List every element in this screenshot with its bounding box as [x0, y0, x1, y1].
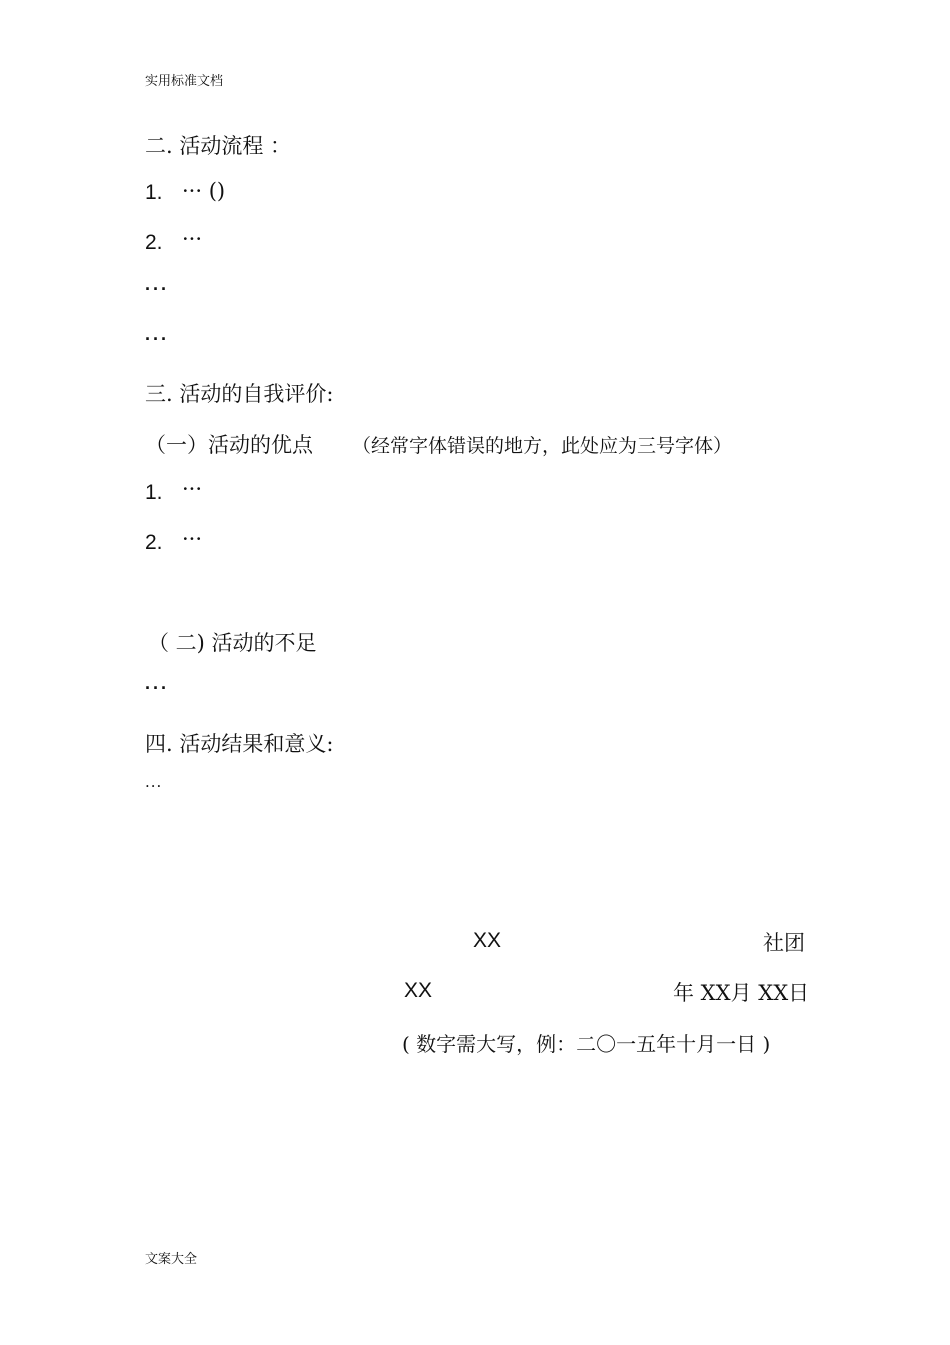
signature-date: 年 XX月 XX日 [673, 981, 810, 1005]
section-3-sub-2-title: （ 二) 活动的不足 [148, 631, 317, 655]
signature-date-prefix: XX [404, 979, 433, 1002]
section-2-title: 二. 活动流程 ： [145, 134, 292, 158]
section-2-item-2-text: ··· [182, 227, 203, 251]
signature-org-suffix: 社团 [763, 931, 805, 955]
page-header: 实用标准文档 [145, 74, 224, 89]
section-3-sub-1-title: （一）活动的优点 [145, 433, 313, 457]
section-4-title: 四. 活动结果和意义: [145, 732, 334, 756]
section-3-sub-2-ellipsis: ··· [145, 678, 169, 698]
section-2-ellipsis-1: ··· [145, 279, 169, 299]
signature-org-prefix: XX [473, 929, 502, 952]
section-3-item-2-text: ··· [182, 527, 203, 551]
section-3-item-1-number: 1. [145, 481, 163, 504]
section-2-ellipsis-2: ··· [145, 329, 169, 349]
section-3-item-1-text: ··· [182, 477, 203, 501]
section-4-ellipsis: ··· [145, 777, 163, 795]
section-2-item-2-number: 2. [145, 231, 163, 254]
section-3-title: 三. 活动的自我评价: [145, 382, 334, 406]
page-footer: 文案大全 [145, 1252, 198, 1267]
section-3-sub-1-note: （经常字体错误的地方，此处应为三号字体） [352, 435, 733, 457]
section-2-item-1-text: ··· () [182, 179, 226, 203]
section-3-item-2-number: 2. [145, 531, 163, 554]
signature-note: ( 数字需大写，例：二〇一五年十月一日 ) [402, 1032, 771, 1056]
section-2-item-1-number: 1. [145, 181, 163, 204]
